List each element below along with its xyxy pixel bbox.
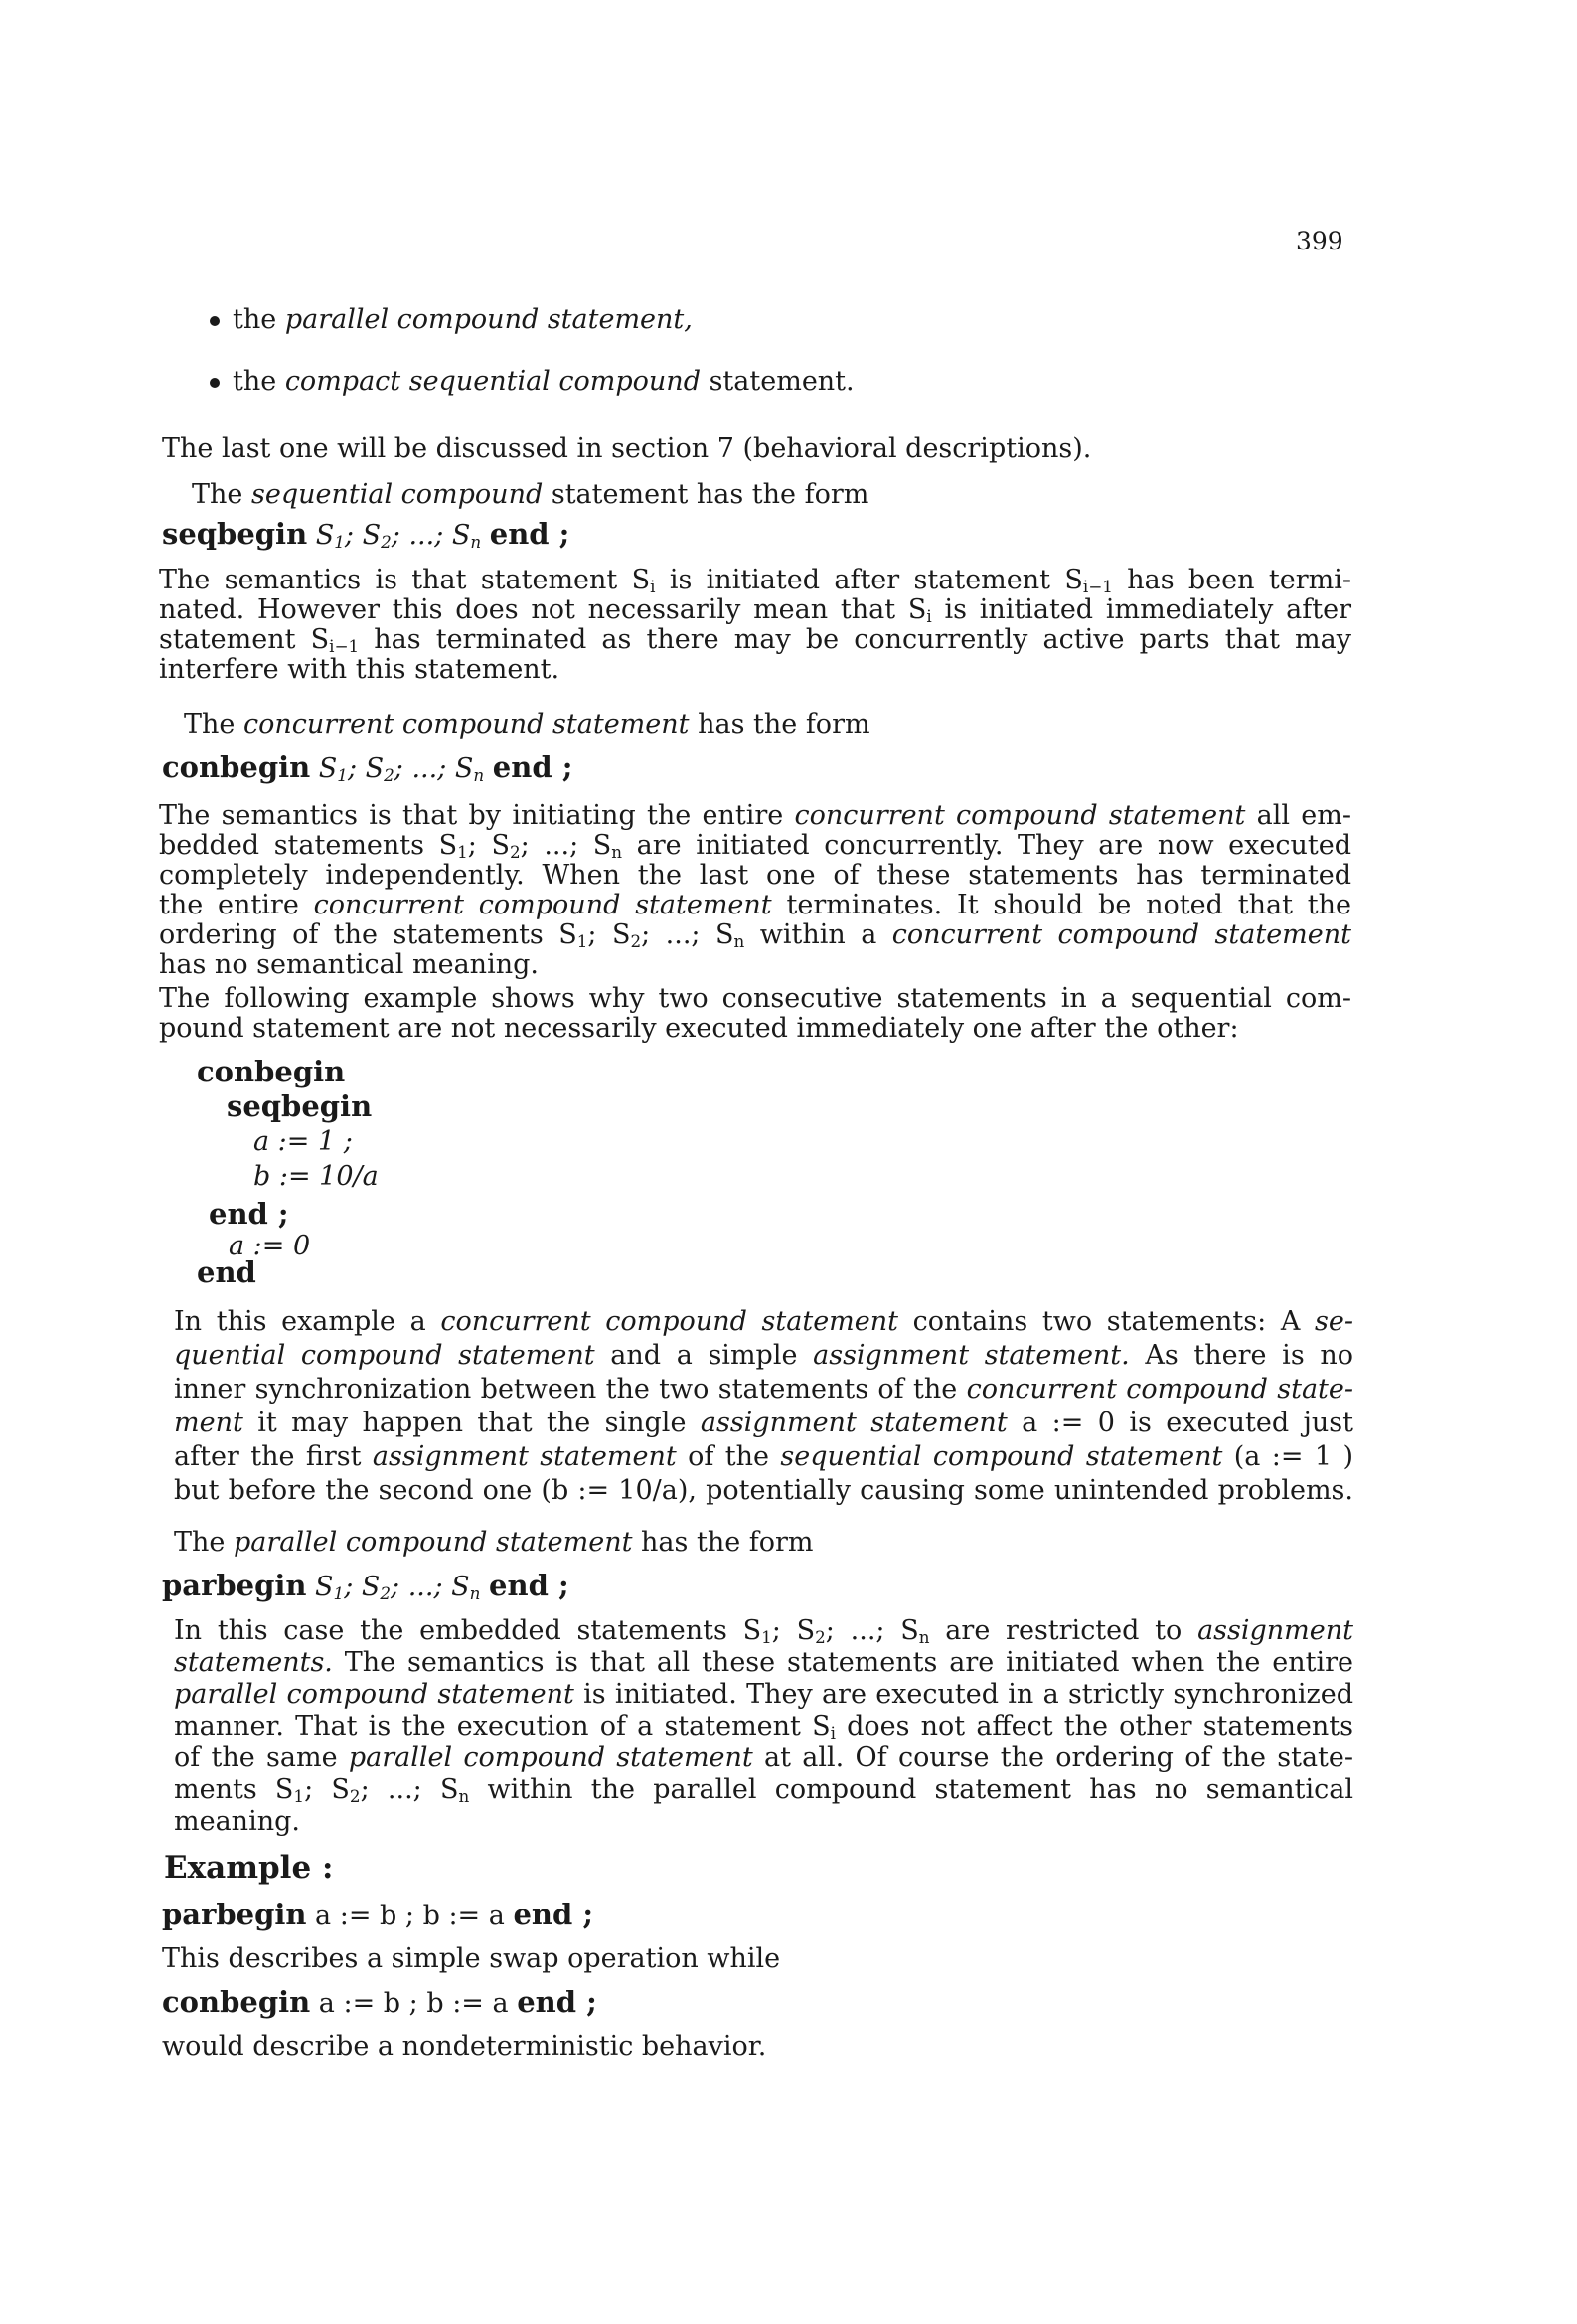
example-line: would describe a nondeterministic behavior. bbox=[162, 2031, 767, 2062]
text-line: interfere with this statement. bbox=[159, 654, 560, 685]
text-line: statements. The semantics is that all these statements are initiated when the entire bbox=[174, 1647, 1353, 1678]
paragraph: The concurrent compound statement has the form bbox=[184, 709, 870, 740]
text-line: completely independently. When the last one of these statements has terminated bbox=[159, 860, 1351, 891]
text-line: In this example a concurrent compound statement contains two statements: A se- bbox=[174, 1306, 1353, 1337]
par-syntax: parbegin $S_1$; $S_2$; ...; $S_n$ end ; bbox=[162, 1569, 569, 1604]
code-line: a := 0 bbox=[229, 1231, 311, 1261]
code-line: b := 10/a bbox=[253, 1161, 379, 1192]
page-number: 399 bbox=[1296, 227, 1343, 255]
text-line: inner synchronization between the two statements of the concurrent compound state- bbox=[174, 1374, 1353, 1405]
text-line: In this case the embedded statements $S_1$; $S_2$; ...; $S_n$ are restricted to assignment bbox=[174, 1615, 1353, 1648]
example-line: This describes a simple swap operation while bbox=[162, 1943, 781, 1974]
text-line: ordering of the statements $S_1$; $S_2$; ...; $S_n$ within a concurrent compound statement bbox=[159, 919, 1352, 952]
code-line: a := 1 ; bbox=[253, 1126, 353, 1157]
text-line: meaning. bbox=[174, 1806, 300, 1837]
list-item: the parallel compound statement, bbox=[233, 304, 693, 335]
text-line: nated. However this does not necessarily mean that $S_i$ is initiated immediately after bbox=[159, 594, 1351, 627]
text-line: after the first assignment statement of the sequential compound statement (a := 1 ) bbox=[174, 1441, 1353, 1472]
code-line: seqbegin bbox=[227, 1089, 373, 1123]
text-line: parallel compound statement is initiated. They are executed in a strictly synchronized bbox=[174, 1679, 1353, 1710]
text-line: the entire concurrent compound statement terminates. It should be noted that the bbox=[159, 890, 1351, 920]
bullet-icon bbox=[210, 378, 220, 388]
text-line: statement $S_{i-1}$ has terminated as there may be concurrently active parts that may bbox=[159, 624, 1352, 657]
bullet-icon bbox=[210, 316, 220, 326]
text-line: The semantics is that by initiating the entire concurrent compound statement all em- bbox=[159, 800, 1351, 831]
example-line: parbegin a := b ; b := a end ; bbox=[162, 1898, 594, 1931]
con-syntax: conbegin $S_1$; $S_2$; ...; $S_n$ end ; bbox=[162, 750, 573, 786]
text-line: has no semantical meaning. bbox=[159, 949, 539, 980]
text-line: but before the second one (b := 10/a), potentially causing some unintended problems. bbox=[174, 1475, 1353, 1506]
text-line: of the same parallel compound statement at all. Of course the ordering of the state- bbox=[174, 1743, 1353, 1773]
code-line: end bbox=[197, 1255, 256, 1289]
seq-syntax: seqbegin $S_1$; $S_2$; ...; $S_n$ end ; bbox=[162, 517, 570, 553]
example-line: conbegin a := b ; b := a end ; bbox=[162, 1985, 597, 2019]
text-line: pound statement are not necessarily executed immediately one after the other: bbox=[159, 1013, 1239, 1044]
example-heading: Example : bbox=[164, 1850, 334, 1886]
code-line: end ; bbox=[209, 1197, 289, 1231]
text-line: The following example shows why two consecutive statements in a sequential com- bbox=[159, 983, 1351, 1014]
text-line: quential compound statement and a simple assignment statement. As there is no bbox=[174, 1340, 1353, 1371]
list-item: the compact sequential compound statement. bbox=[233, 366, 855, 397]
text-line: bedded statements $S_1$; $S_2$; ...; $S_n$ are initiated concurrently. They are now executed bbox=[159, 830, 1351, 863]
code-line: conbegin bbox=[197, 1055, 346, 1088]
text-line: ment it may happen that the single assignment statement a := 0 is executed just bbox=[174, 1408, 1353, 1438]
paragraph: The sequential compound statement has the form bbox=[192, 479, 869, 510]
paragraph: The last one will be discussed in section 7 (behavioral descriptions). bbox=[162, 433, 1092, 464]
text-line: manner. That is the execution of a statement $S_i$ does not affect the other statements bbox=[174, 1711, 1353, 1743]
text-line: The semantics is that statement $S_i$ is initiated after statement $S_{i-1}$ has been termi- bbox=[159, 565, 1351, 597]
text-line: ments $S_1$; $S_2$; ...; $S_n$ within the parallel compound statement has no semantical bbox=[174, 1774, 1353, 1807]
paragraph: The parallel compound statement has the form bbox=[174, 1527, 814, 1558]
